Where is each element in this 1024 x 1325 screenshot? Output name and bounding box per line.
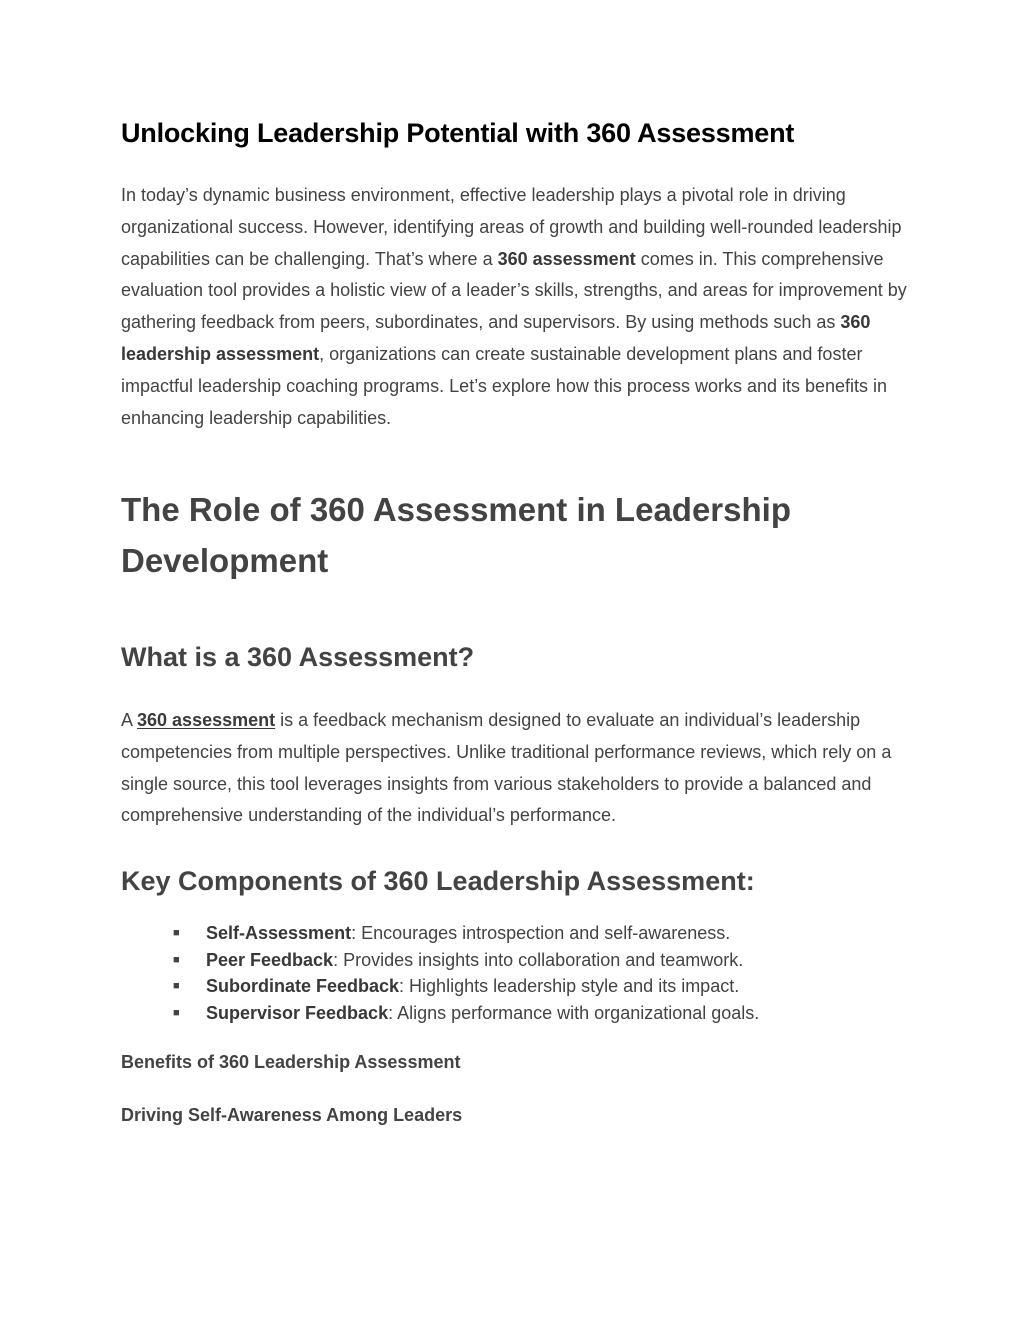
360-assessment-link[interactable]: 360 assessment <box>137 710 276 730</box>
square-bullet-icon: ■ <box>173 927 180 939</box>
square-bullet-icon: ■ <box>173 953 180 966</box>
list-item <box>173 920 759 947</box>
intro-text-2: comes in. This comprehensive evaluation tool provides a holistic view of a leader’s skills, strengths, and areas for improvement by gathering feedback from peers, subordinates, and supervisors. By using methods such as <box>121 248 907 333</box>
role-heading: The Role of 360 Assessment in Leadership Development <box>121 491 791 579</box>
intro-paragraph <box>121 180 911 434</box>
component-term: Self-Assessment <box>206 923 352 943</box>
what-prefix: A <box>121 710 138 730</box>
benefits-heading: Benefits of 360 Leadership Assessment <box>121 1052 461 1072</box>
component-term: Supervisor Feedback <box>206 1002 389 1023</box>
list-item <box>173 1000 759 1027</box>
component-term: Peer Feedback <box>206 949 334 970</box>
intro-bold-360-assessment: 360 assessment <box>497 248 636 269</box>
square-bullet-icon: ■ <box>173 980 180 993</box>
components-list <box>173 920 759 1026</box>
component-desc: : Provides insights into collaboration and teamwork. <box>333 949 744 970</box>
self-awareness-heading: Driving Self-Awareness Among Leaders <box>121 1105 463 1125</box>
list-item <box>173 947 759 974</box>
component-desc: : Encourages introspection and self-awareness. <box>351 923 731 943</box>
component-term: Subordinate Feedback <box>206 976 400 997</box>
square-bullet-icon: ■ <box>173 1006 180 1019</box>
document-title: Unlocking Leadership Potential with 360 Assessment <box>121 118 795 148</box>
component-desc: : Aligns performance with organizational goals. <box>388 1002 760 1023</box>
intro-text-3: , organizations can create sustainable development plans and foster impactful leadership coaching programs. Let’s explore how this process works and its benefits in enhancing leadership capabilities. <box>121 343 888 428</box>
what-paragraph <box>121 705 911 832</box>
component-desc: : Highlights leadership style and its impact. <box>399 976 740 997</box>
intro-text-1: In today’s dynamic business environment, effective leadership plays a pivotal role in driving organizational success. However, identifying areas of growth and building well-rounded leadership capabilities can be challenging. That’s where a <box>121 185 902 269</box>
what-body: is a feedback mechanism designed to evaluate an individual’s leadership competencies from multiple perspectives. Unlike traditional performance reviews, which rely on a single source, this tool leverages insights from various stakeholders to provide a balanced and comprehensive understanding of the individual’s performance. <box>121 710 892 826</box>
key-components-heading: Key Components of 360 Leadership Assessment: <box>121 866 755 896</box>
what-heading: What is a 360 Assessment? <box>121 642 475 672</box>
intro-bold-360-leadership-assessment: 360 leadership assessment <box>121 312 871 364</box>
list-item <box>173 973 759 1000</box>
